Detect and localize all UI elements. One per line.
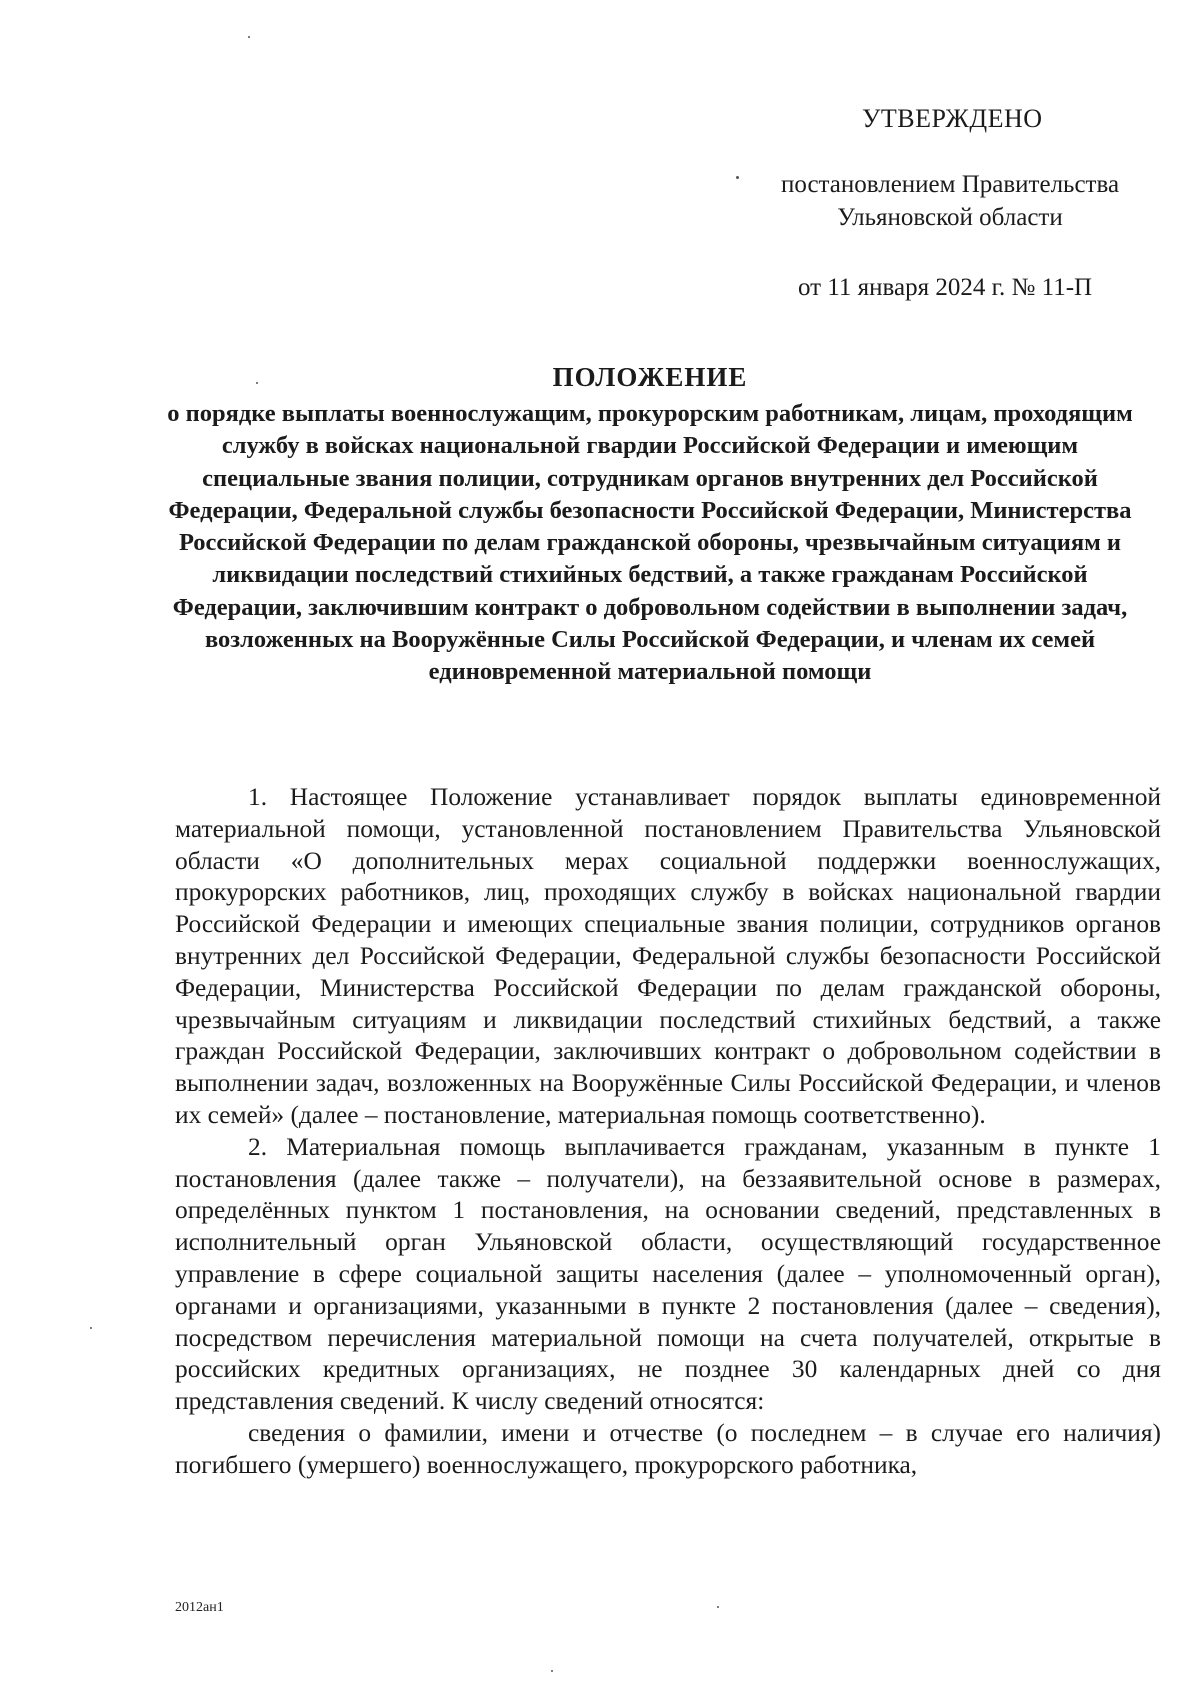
scan-speck [256,382,258,384]
title-block [150,360,1150,689]
paragraph-3: сведения о фамилии, имени и отчестве (о последнем – в случае его наличия) погибшего (умершего) военнослужащего, прокурорского работника, [175,1418,1161,1479]
decree-line-2: Ульяновской области [837,204,1063,231]
scan-speck [551,1670,553,1672]
decree-date: от 11 января 2024 г. № 11-П [798,274,1093,301]
scan-speck [90,1327,92,1329]
approval-stamp-heading: УТВЕРЖДЕНО [862,104,1043,133]
paragraph-2: 2. Материальная помощь выплачивается гражданам, указанным в пункте 1 постановления (далее также – получатели), на беззаявительной основе в размерах, определённых пунктом 1 постановления, на основании сведений, представленных в исполнительный орган Ульяновской области, осуществляющий государственное управление в сфере социальной защиты населения (далее – уполномоченный орган), органами и организациями, указанными в пункте 2 постановления (далее – сведения), посредством перечисления материальной помощи на счета получателей, открытые в российских кредитных организациях, не позднее 30 календарных дней со дня представления сведений. К числу сведений относятся: [175,1132,1161,1416]
document-body [175,782,1161,1482]
scan-speck [717,1606,719,1608]
document-title: ПОЛОЖЕНИЕ [552,362,748,392]
scan-speck [248,36,250,38]
document-subtitle: о порядке выплаты военнослужащим, прокурорским работникам, лицам, проходящим службу в войсках национальной гвардии Российской Федерации и имеющим специальные звания полиции, сотрудникам органов внутренних дел Российской Федерации, Федеральной службы безопасности Российской Федерации, Министерства Российской Федерации по делам гражданской обороны, чрезвычайным ситуациям и ликвидации последствий стихийных бедствий, а также гражданам Российской Федерации, заключившим контракт о добровольном содействии в выполнении задач, возложенных на Вооружённые Силы Российской Федерации, и членам их семей единовременной материальной помощи [167,400,1133,686]
footer-document-code: 2012ан1 [175,1600,224,1615]
paragraph-1: 1. Настоящее Положение устанавливает порядок выплаты единовременной материальной помощи, установленной постановлением Правительства Ульяновской области «О дополнительных мерах социальной поддержки военнослужащих, прокурорских работников, лиц, проходящих службу в войсках национальной гвардии Российской Федерации и имеющих специальные звания полиции, сотрудников органов внутренних дел Российской Федерации, Федеральной службы безопасности Российской Федерации, Министерства Российской Федерации по делам гражданской обороны, чрезвычайным ситуациям и ликвидации последствий стихийных бедствий, а также граждан Российской Федерации, заключивших контракт о добровольном содействии в выполнении задач, возложенных на Вооружённые Силы Российской Федерации, и членов их семей» (далее – постановление, материальная помощь соответственно). [175,783,1161,1129]
decree-reference [740,168,1160,234]
decree-line-1: постановлением Правительства [780,171,1120,198]
scan-speck [736,176,739,179]
